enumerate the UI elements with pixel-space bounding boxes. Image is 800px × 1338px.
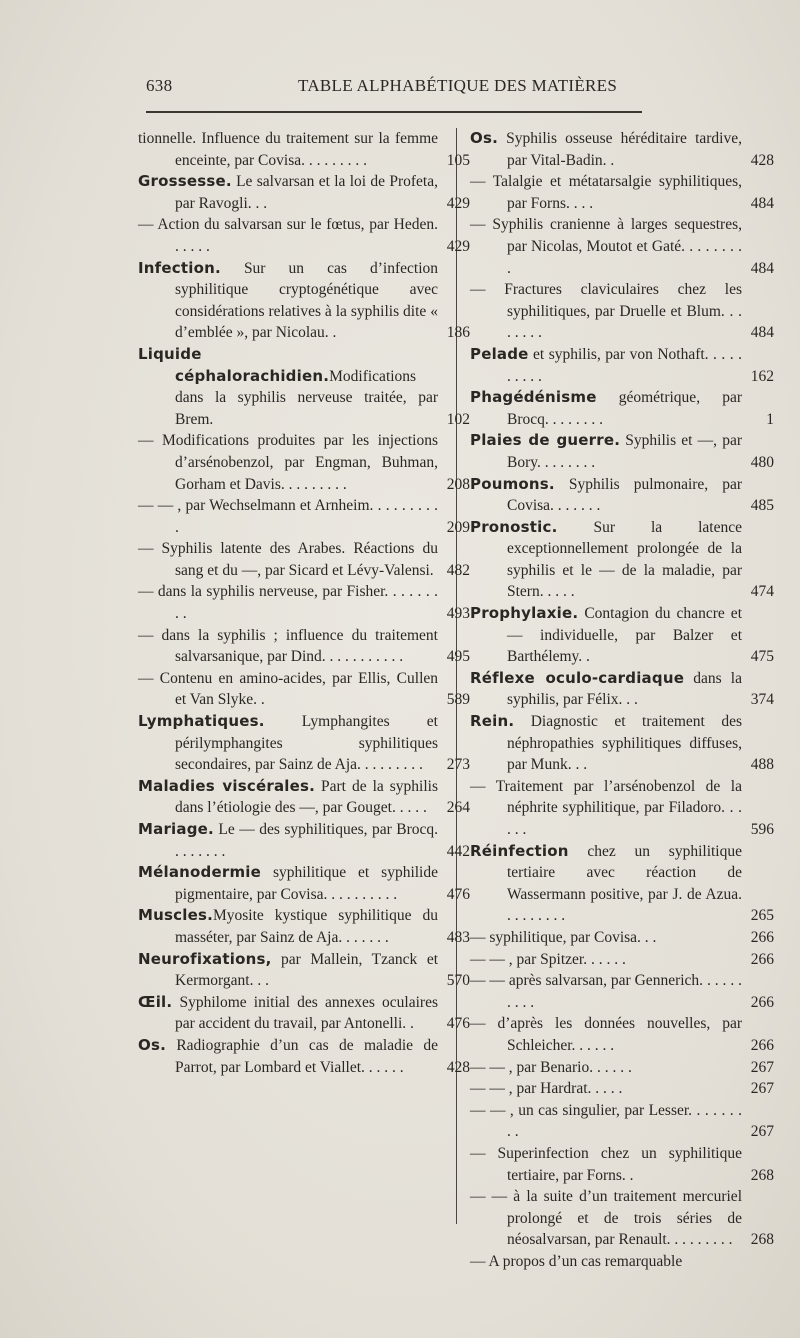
entry-text: — — , par Wechselmann et Arnheim. . . . . . . . . . — [138, 497, 438, 536]
entry-text: Syphilome initial des annexes oculaires par accident du travail, par Antonelli. . — [172, 993, 438, 1033]
index-entry — [138, 905, 470, 948]
entry-text: — Talalgie et métatarsalgie syphilitiques, par Forns. . . . — [470, 173, 742, 212]
entry-heading: Poumons. — [470, 474, 555, 493]
entry-text: — syphilitique, par Covisa. . . — [470, 928, 657, 946]
index-entry — [470, 1186, 772, 1251]
entry-text: syphilitique et syphilide pigmentaire, par Covisa. . . . . . . . . . — [175, 864, 438, 903]
entry-text: — — , par Benario. . . . . . — [470, 1058, 632, 1076]
entry-page-number: 482 — [446, 561, 470, 579]
index-entry — [138, 776, 470, 819]
entry-text: — — après salvarsan, par Gennerich. . . . . . . . . . — [470, 972, 742, 1011]
entry-text: Radiographie d’un cas de maladie de Parrot, par Lombard et Viallet. . . . . . — [165, 1036, 438, 1076]
entry-page-number: 483 — [446, 928, 470, 946]
entry-text: Syphilis et —, par Bory. . . . . . . . — [507, 432, 742, 471]
entry-page-number: 105 — [446, 151, 470, 169]
index-entry — [138, 949, 470, 992]
entry-heading: Infection. — [138, 258, 221, 277]
entry-page-number: 476 — [446, 885, 470, 903]
index-entry — [470, 387, 772, 430]
entry-text: Le — des syphilitiques, par Brocq. . . . . . . . — [175, 821, 438, 860]
entry-page-number: 485 — [750, 497, 774, 515]
entry-text: — Superinfection chez un syphilitique tertiaire, par Forns. . — [470, 1144, 742, 1184]
entry-text: — — , par Spitzer. . . . . . — [470, 950, 626, 968]
entry-page-number: 102 — [446, 410, 470, 428]
index-entry — [470, 517, 772, 603]
entry-page-number: 186 — [446, 324, 470, 342]
index-entry — [470, 1078, 772, 1100]
entry-heading: Prophylaxie. — [470, 604, 579, 623]
index-entry — [470, 1251, 772, 1273]
index-entry — [138, 171, 470, 214]
entry-heading: Lymphatiques. — [138, 712, 265, 731]
index-entry — [138, 992, 470, 1035]
entry-page-number: 1 — [766, 410, 774, 428]
index-entry — [138, 625, 470, 668]
index-entry — [138, 668, 470, 711]
index-entry — [470, 711, 772, 776]
index-entry — [470, 970, 772, 1013]
index-entry — [470, 776, 772, 841]
index-entry — [470, 128, 772, 171]
entry-text: par Mallein, Tzanck et Kermorgant. . . — [175, 950, 438, 990]
entry-page-number: 495 — [446, 648, 470, 666]
index-entry — [470, 1013, 772, 1056]
entry-page-number: 209 — [446, 518, 470, 536]
entry-page-number: 475 — [750, 648, 774, 666]
entry-text: — Action du salvarsan sur le fœtus, par Heden. . . . . . — [138, 216, 438, 255]
entry-text: Part de la syphilis dans l’étiologie des —, par Gouget. . . . . — [175, 777, 438, 817]
entry-text: Diagnostic et traitement des néphropathies syphilitiques diffuses, par Munk. . . — [507, 713, 742, 774]
entry-page-number: 493 — [446, 605, 470, 623]
entry-heading: Liquide céphalorachidien. — [138, 344, 330, 385]
entry-page-number: 267 — [750, 1123, 774, 1141]
entry-page-number: 428 — [750, 151, 774, 169]
entry-text: tionnelle. Influence du traitement sur la femme enceinte, par Covisa. . . . . . . . . — [138, 130, 438, 169]
entry-page-number: 268 — [750, 1231, 774, 1249]
entry-text: Sur un cas d’infection syphilitique cryptogénétique avec considérations relatives à la syphilis dite « d’emblée », par Nicolau. . — [175, 259, 438, 342]
header-rule — [146, 111, 642, 113]
entry-text: — dans la syphilis ; influence du traitement salvarsanique, par Dind. . . . . . . . . . . — [138, 626, 438, 666]
index-entry — [470, 1100, 772, 1143]
entry-text: — dans la syphilis nerveuse, par Fisher. . . . . . . . . — [138, 583, 438, 623]
index-entry — [470, 1057, 772, 1079]
page-title: TABLE ALPHABÉTIQUE DES MATIÈRES — [298, 76, 618, 95]
index-entry — [138, 495, 470, 538]
entry-heading: Neurofixations, — [138, 949, 272, 968]
entry-text: Myosite kystique syphilitique du masséter, par Sainz de Aja. . . . . . . — [175, 907, 438, 946]
entry-text: Lymphangites et périlymphangites syphilitiques secondaires, par Sainz de Aja. . . . . . . . . — [175, 713, 438, 774]
entry-page-number: 442 — [446, 842, 470, 860]
entry-heading: Grossesse. — [138, 172, 232, 191]
index-entry — [470, 171, 772, 214]
index-entry — [138, 258, 470, 344]
index-entry — [470, 430, 772, 473]
entry-page-number: 162 — [750, 367, 774, 385]
index-entry — [138, 128, 470, 171]
entry-heading: Mariage. — [138, 820, 214, 838]
entry-page-number: 266 — [750, 928, 774, 946]
entry-heading: Plaies de guerre. — [470, 431, 621, 450]
entry-text: Sur la latence exceptionnellement prolongée de la syphilis et le — de la maladie, par Stern. . . . . — [507, 518, 742, 601]
entry-text: Syphilis osseuse héréditaire tardive, par Vital-Badin. . — [497, 130, 742, 169]
entry-page-number: 208 — [446, 475, 470, 493]
entry-heading: Réflexe oculo-cardiaque — [470, 668, 685, 687]
entry-text: Modifications dans la syphilis nerveuse traitée, par Brem. — [175, 367, 438, 428]
index-entry — [138, 430, 470, 495]
entry-text: — d’après les données nouvelles, par Schleicher. . . . . . — [470, 1015, 742, 1054]
entry-page-number: 264 — [446, 799, 470, 817]
entry-page-number: 374 — [750, 691, 774, 709]
entry-page-number: 474 — [750, 583, 774, 601]
index-entry — [470, 603, 772, 668]
entry-text: chez un syphilitique tertiaire avec réaction de Wassermann positive, par J. de Azua. . . . . . . . . — [507, 842, 742, 925]
entry-page-number: 266 — [750, 950, 774, 968]
right-column — [470, 128, 772, 1272]
entry-page-number: 488 — [750, 756, 774, 774]
index-entry — [470, 668, 772, 711]
running-header — [146, 76, 642, 100]
entry-page-number: 484 — [750, 324, 774, 342]
entry-page-number: 268 — [750, 1166, 774, 1184]
entry-page-number: 265 — [750, 907, 774, 925]
index-entry — [470, 927, 772, 949]
entry-text: — Traitement par l’arsénobenzol de la néphrite syphilitique, par Filadoro. . . . . . — [470, 777, 742, 838]
index-entry — [470, 949, 772, 971]
entry-text: — Modifications produites par les injections d’arsénobenzol, par Engman, Buhman, Gorham et Davis. . . . . . . . . — [138, 432, 438, 493]
entry-page-number: 589 — [446, 691, 470, 709]
index-entry — [138, 862, 470, 905]
index-entry — [138, 819, 470, 862]
entry-heading: Œil. — [138, 992, 173, 1011]
entry-text: — — , par Hardrat. . . . . — [470, 1080, 623, 1098]
entry-text: géométrique, par Brocq. . . . . . . . — [507, 389, 742, 428]
entry-text: et syphilis, par von Nothaft. . . . . . . . . . — [507, 345, 742, 385]
entry-text: — A propos d’un cas remarquable — [470, 1252, 683, 1270]
entry-page-number: 267 — [750, 1080, 774, 1098]
index-entry — [138, 538, 470, 581]
entry-page-number: 429 — [446, 194, 470, 212]
index-entry — [138, 214, 470, 257]
entry-heading: Phagédénisme — [470, 388, 597, 407]
entry-page-number: 570 — [446, 972, 470, 990]
index-entry — [470, 841, 772, 927]
entry-page-number: 266 — [750, 993, 774, 1011]
entry-page-number: 596 — [750, 821, 774, 838]
left-column — [138, 128, 470, 1078]
entry-text: — Syphilis latente des Arabes. Réactions du sang et du —, par Sicard et Lévy-Valensi. — [138, 540, 438, 579]
entry-text: — Syphilis cranienne à larges sequestres, par Nicolas, Moutot et Gaté. . . . . . . . . — [470, 216, 742, 277]
index-entry — [138, 1035, 470, 1078]
index-entry — [470, 1143, 772, 1186]
entry-page-number: 476 — [446, 1015, 470, 1033]
entry-text: dans la syphilis, par Félix. . . — [507, 669, 742, 709]
index-entry — [138, 711, 470, 776]
entry-text: Syphilis pulmonaire, par Covisa. . . . . . . — [507, 475, 742, 515]
entry-page-number: 484 — [750, 259, 774, 277]
entry-heading: Pelade — [470, 344, 529, 363]
entry-text: — Fractures claviculaires chez les syphilitiques, par Druelle et Blum. . . . . . . . — [470, 281, 742, 342]
index-entry — [138, 344, 470, 430]
entry-heading: Pronostic. — [470, 517, 558, 536]
entry-page-number: 429 — [446, 237, 470, 255]
entry-heading: Rein. — [470, 712, 515, 731]
entry-text: — — à la suite d’un traitement mercuriel prolongé et de trois séries de néosalvarsan, par Renault. . . . . . . . . — [470, 1188, 742, 1249]
index-entry — [470, 214, 772, 279]
entry-text: Contagion du chancre et — individuelle, par Balzer et Barthélemy. . — [507, 605, 742, 666]
entry-text: Le salvarsan et la loi de Profeta, par Ravogli. . . — [175, 173, 438, 212]
entry-text: — — , un cas singulier, par Lesser. . . . . . . . . — [470, 1101, 742, 1141]
entry-heading: Muscles. — [138, 906, 213, 925]
entry-page-number: 480 — [750, 453, 774, 471]
index-entry — [470, 474, 772, 517]
entry-page-number: 273 — [446, 756, 470, 774]
entry-page-number: 266 — [750, 1036, 774, 1054]
index-entry — [470, 279, 772, 344]
page-number: 638 — [146, 76, 173, 95]
entry-heading: Réinfection — [470, 841, 569, 860]
index-entry — [138, 581, 470, 624]
entry-heading: Maladies viscérales. — [138, 776, 316, 795]
entry-text: — Contenu en amino-acides, par Ellis, Cullen et Van Slyke. . — [138, 669, 438, 709]
entry-heading: Os. — [470, 129, 498, 147]
entry-page-number: 484 — [750, 194, 774, 212]
entry-heading: Mélanodermie — [138, 863, 262, 882]
entry-heading: Os. — [138, 1035, 166, 1054]
entry-page-number: 428 — [446, 1058, 470, 1076]
entry-page-number: 267 — [750, 1058, 774, 1076]
index-entry — [470, 344, 772, 387]
